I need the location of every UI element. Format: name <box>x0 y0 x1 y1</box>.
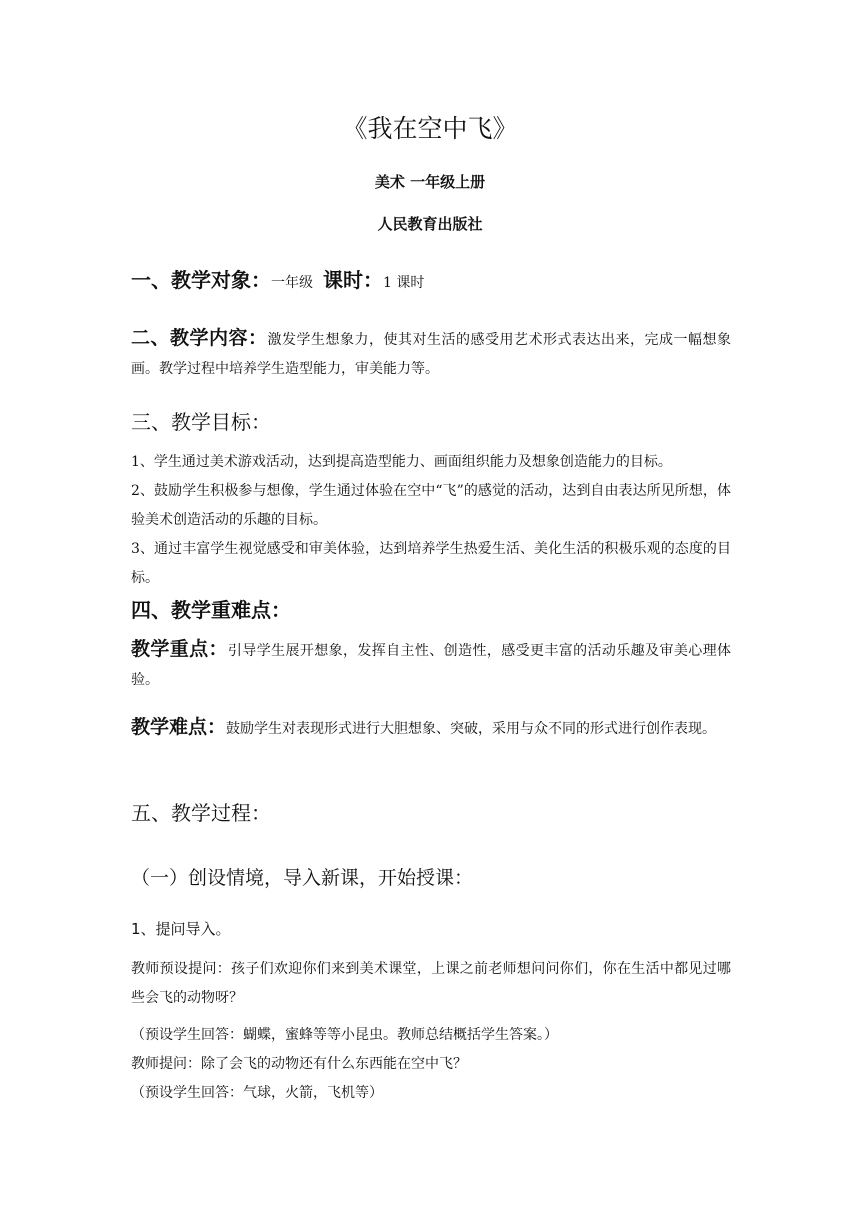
process-part-1-heading: （一）创设情境，导入新课，开始授课： <box>131 867 474 889</box>
document-title: 《我在空中飞》 <box>342 114 518 143</box>
section-teaching-content <box>131 324 731 384</box>
goal-item-3: 3、通过丰富学生视觉感受和审美体验，达到培养学生热爱生活、美化生活的积极乐观的态度的目标。 <box>131 541 731 586</box>
difficult-point-label: 教学难点： <box>131 716 227 738</box>
process-line-4: （预设学生回答：气球，火箭，飞机等） <box>131 1085 383 1101</box>
difficult-point-paragraph <box>131 713 731 744</box>
lesson-hours-label: 课时： <box>323 268 383 292</box>
process-line-3: 教师提问：除了会飞的动物还有什么东西能在空中飞？ <box>131 1056 467 1072</box>
section-teaching-content-text: 激发学生想象力，使其对生活的感受用艺术形式表达出来，完成一幅想象画。教学过程中培养学生造型能力，审美能力等。 <box>131 332 731 377</box>
process-line-2: （预设学生回答：蝴蝶，蜜蜂等等小昆虫。教师总结概括学生答案。） <box>131 1027 558 1043</box>
subject-grade-line: 美术 一年级上册 <box>374 173 486 191</box>
publisher-line: 人民教育出版社 <box>377 215 483 233</box>
section-teaching-target <box>131 266 424 297</box>
process-step-1-heading: 1、提问导入。 <box>131 920 231 938</box>
key-point-label: 教学重点： <box>131 638 228 660</box>
section-teaching-content-label: 二、教学内容： <box>131 327 268 349</box>
section-teaching-goals-heading: 三、教学目标： <box>131 410 271 434</box>
section-key-difficult-heading: 四、教学重难点： <box>131 598 291 622</box>
key-point-paragraph <box>131 635 731 695</box>
section-teaching-target-value: 一年级 <box>271 275 313 291</box>
lesson-hours-value: 1 课时 <box>383 275 425 291</box>
section-teaching-target-label: 一、教学对象： <box>131 268 271 292</box>
key-point-text: 引导学生展开想象，发挥自主性、创造性，感受更丰富的活动乐趣及审美心理体验。 <box>131 643 731 688</box>
goal-item-2: 2、鼓励学生积极参与想像，学生通过体验在空中“飞”的感觉的活动，达到自由表达所见所想，体验美术创造活动的乐趣的目标。 <box>131 483 731 528</box>
process-line-1: 教师预设提问：孩子们欢迎你们来到美术课堂，上课之前老师想问问你们，你在生活中都见过哪些会飞的动物呀？ <box>131 961 731 1006</box>
difficult-point-text: 鼓励学生对表现形式进行大胆想象、突破，采用与众不同的形式进行创作表现。 <box>226 721 717 737</box>
section-teaching-process-heading: 五、教学过程： <box>131 801 271 825</box>
goal-item-1: 1、学生通过美术游戏活动，达到提高造型能力、画面组织能力及想象创造能力的目标。 <box>131 454 672 470</box>
